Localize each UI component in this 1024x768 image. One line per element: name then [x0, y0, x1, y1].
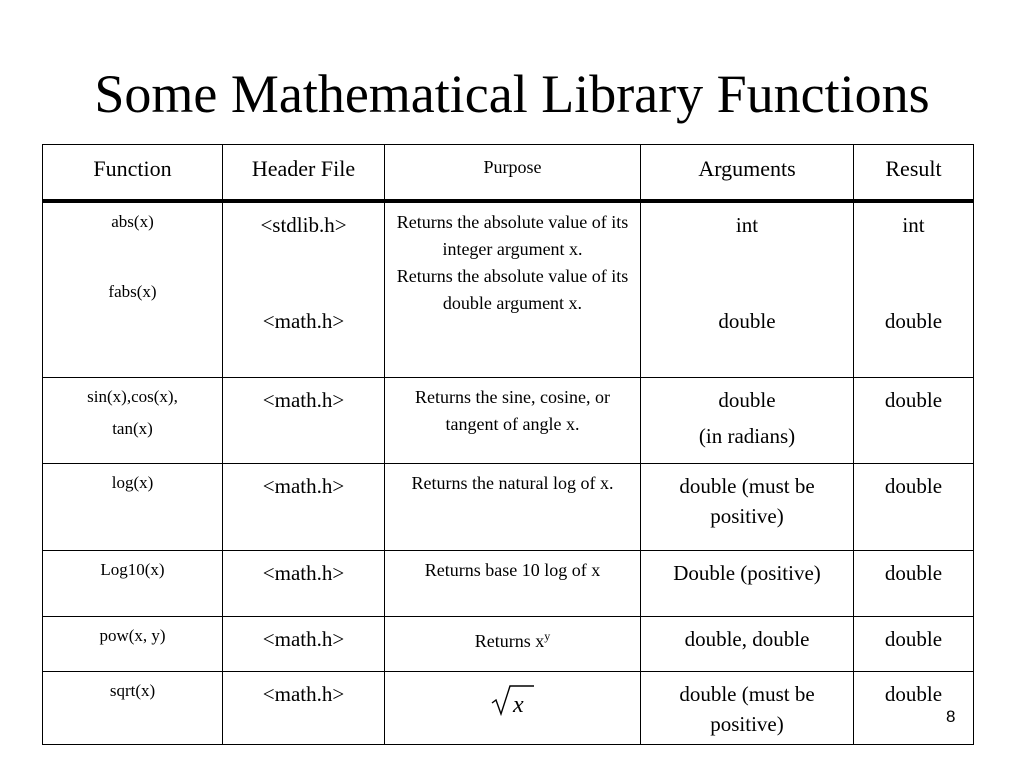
math-functions-table — [42, 144, 974, 745]
purpose-text: Returns the absolute value of its double argument x. — [396, 265, 629, 313]
arguments-cell — [641, 201, 854, 378]
square-root-icon — [490, 684, 536, 718]
result-cell: double — [854, 551, 974, 617]
argument-type: int — [735, 212, 759, 237]
table-row — [43, 464, 974, 551]
purpose-cell — [385, 201, 641, 378]
arguments-cell: double (must be positive) — [641, 672, 854, 745]
purpose-exponent: y — [544, 629, 551, 643]
header-file-cell: <math.h> — [223, 464, 385, 551]
result-cell — [854, 201, 974, 378]
header-purpose: Purpose — [385, 145, 641, 201]
function-cell: pow(x, y) — [43, 617, 223, 672]
function-cell: Log10(x) — [43, 551, 223, 617]
purpose-text: Returns x — [474, 631, 545, 651]
header-file-cell: <math.h> — [223, 378, 385, 464]
arguments-cell: double, double — [641, 617, 854, 672]
function-name: sin(x),cos(x), — [87, 387, 178, 406]
function-cell: sqrt(x) — [43, 672, 223, 745]
table-row — [43, 551, 974, 617]
purpose-cell — [385, 672, 641, 745]
header-arguments: Arguments — [641, 145, 854, 201]
header-header-file: Header File — [223, 145, 385, 201]
purpose-cell: Returns the natural log of x. — [385, 464, 641, 551]
arguments-cell: Double (positive) — [641, 551, 854, 617]
table-row — [43, 672, 974, 745]
argument-type: double — [718, 388, 776, 412]
function-name: abs(x) — [111, 211, 154, 231]
purpose-cell — [385, 617, 641, 672]
result-cell: double — [854, 617, 974, 672]
header-result: Result — [854, 145, 974, 201]
result-type: double — [884, 308, 943, 333]
header-file: <math.h> — [262, 308, 345, 333]
argument-type: double — [718, 308, 776, 333]
result-cell: double — [854, 378, 974, 464]
arguments-cell: double (must be positive) — [641, 464, 854, 551]
page-number: 8 — [946, 707, 956, 726]
header-function: Function — [43, 145, 223, 201]
table-row — [43, 617, 974, 672]
function-cell — [43, 201, 223, 378]
purpose-cell: Returns the sine, cosine, or tangent of angle x. — [385, 378, 641, 464]
slide-title: Some Mathematical Library Functions — [94, 64, 930, 124]
table-header-row — [43, 145, 974, 201]
result-cell: double — [854, 464, 974, 551]
arguments-cell — [641, 378, 854, 464]
table-row — [43, 201, 974, 378]
header-file-cell: <math.h> — [223, 672, 385, 745]
header-file-cell: <math.h> — [223, 617, 385, 672]
function-cell — [43, 378, 223, 464]
result-type: int — [902, 212, 925, 237]
result-cell: double — [854, 672, 974, 745]
header-file-cell: <math.h> — [223, 551, 385, 617]
function-name: fabs(x) — [108, 281, 157, 301]
purpose-text: Returns the absolute value of its integer argument x. — [396, 211, 629, 259]
header-file: <stdlib.h> — [260, 212, 347, 237]
header-file-cell — [223, 201, 385, 378]
argument-type: (in radians) — [698, 424, 796, 448]
function-name: tan(x) — [112, 419, 153, 438]
table-row — [43, 378, 974, 464]
purpose-cell: Returns base 10 log of x — [385, 551, 641, 617]
square-root-variable: x — [512, 692, 524, 718]
function-cell: log(x) — [43, 464, 223, 551]
